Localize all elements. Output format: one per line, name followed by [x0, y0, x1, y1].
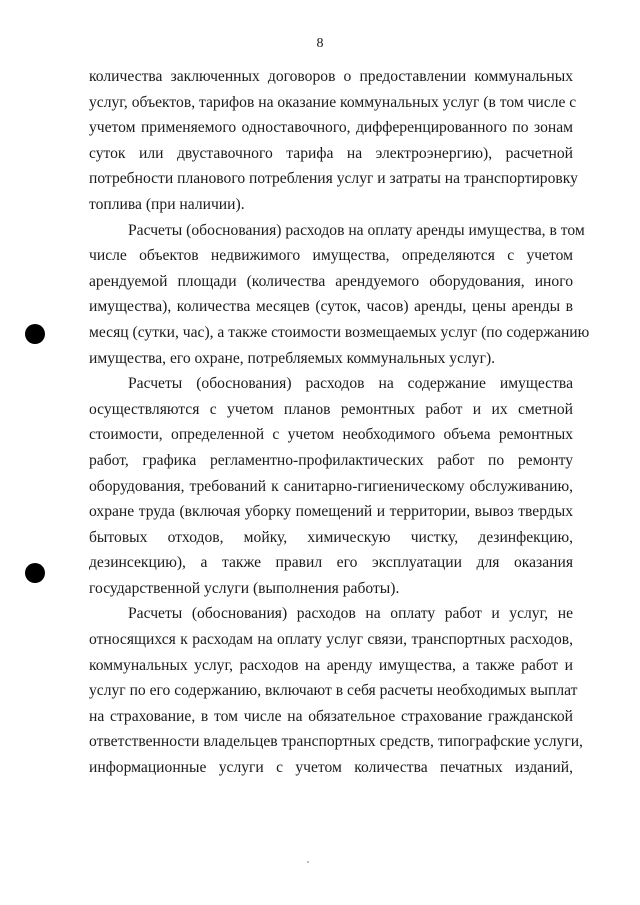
paragraph-line: работ, графика регламентно-профилактических работ по ремонту: [89, 451, 573, 469]
punch-hole: [25, 324, 45, 344]
paragraph-line: имущества), количества месяцев (суток, часов) аренды, цены аренды в: [89, 298, 573, 316]
paragraph-line: на страхование, в том числе на обязательное страхование гражданской: [89, 707, 573, 725]
paragraph: [89, 218, 590, 372]
paragraph-line: информационные услуги с учетом количества печатных изданий,: [89, 759, 573, 777]
paragraph: [89, 601, 583, 780]
paragraph-line: бытовых отходов, мойку, химическую чистку, дезинфекцию,: [89, 528, 573, 546]
paragraph-line: ответственности владельцев транспортных средств, типографские услуги,: [89, 733, 583, 751]
paragraph-line: количества заключенных договоров о предоставлении коммунальных: [89, 68, 573, 85]
paragraph-line: Расчеты (обоснования) расходов на содержание имущества: [128, 375, 573, 393]
paragraph-line: суток или двуставочного тарифа на электроэнергию), расчетной: [89, 144, 573, 162]
paragraph-line: стоимости, определенной с учетом необходимого объема ремонтных: [89, 426, 573, 444]
paragraph-line: относящихся к расходам на оплату услуг связи, транспортных расходов,: [89, 631, 573, 649]
paragraph-line: коммунальных услуг, расходов на аренду имущества, а также работ и: [89, 656, 573, 674]
paragraph-line: услуг по его содержанию, включают в себя расчеты необходимых выплат: [89, 682, 578, 700]
paragraph-line: числе объектов недвижимого имущества, определяются с учетом: [89, 247, 573, 265]
paragraph-line: осуществляются с учетом планов ремонтных работ и их сметной: [89, 400, 573, 418]
paragraph-line: государственной услуги (выполнения работы).: [89, 579, 400, 597]
paragraph-line: учетом применяемого одноставочного, дифференцированного по зонам: [89, 119, 573, 137]
paragraph: [89, 64, 578, 218]
page-number: 8: [316, 36, 324, 51]
document-body: [89, 64, 590, 781]
scan-speck: [307, 861, 309, 863]
paragraph-line: Расчеты (обоснования) расходов на оплату работ и услуг, не: [128, 605, 573, 623]
paragraph-line: Расчеты (обоснования) расходов на оплату аренды имущества, в том: [128, 221, 585, 239]
paragraph: [89, 371, 573, 601]
paragraph-line: оборудования, требований к санитарно-гигиеническому обслуживанию,: [89, 477, 573, 495]
paragraph-line: имущества, его охране, потребляемых коммунальных услуг).: [89, 349, 496, 367]
paragraph-line: арендуемой площади (количества арендуемого оборудования, иного: [89, 272, 573, 290]
paragraph-line: охране труда (включая уборку помещений и территории, вывоз твердых: [89, 503, 573, 521]
paragraph-line: дезинсекцию), а также правил его эксплуатации для оказания: [89, 554, 573, 572]
paragraph-line: топлива (при наличии).: [89, 195, 245, 213]
paragraph-line: потребности планового потребления услуг и затраты на транспортировку: [89, 170, 578, 188]
paragraph-line: месяц (сутки, час), а также стоимости возмещаемых услуг (по содержанию: [89, 323, 590, 341]
punch-hole: [25, 563, 45, 583]
paragraph-line: услуг, объектов, тарифов на оказание коммунальных услуг (в том числе с: [89, 93, 577, 111]
